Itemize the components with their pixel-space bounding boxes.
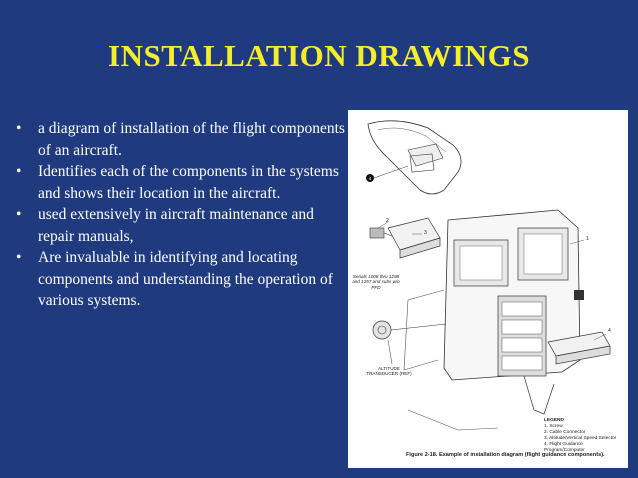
legend-item: 4. Flight Guidance Program/Computer <box>544 442 585 453</box>
installation-diagram-figure <box>348 110 628 468</box>
bullet-text: a diagram of installation of the flight components of an aircraft. <box>38 120 345 159</box>
slide-title: INSTALLATION DRAWINGS <box>108 38 530 73</box>
legend-title: LEGEND <box>544 418 564 423</box>
radio-unit-1 <box>502 302 542 316</box>
callout-number: 1 <box>586 236 589 242</box>
legend <box>544 418 624 454</box>
callout-number: 4 <box>368 176 372 181</box>
legend-item: 2. Cable Connector <box>544 430 586 435</box>
transducer-label: ALTITUDE TRANSDUCER (REF) <box>366 366 412 377</box>
pedestal <box>524 376 554 414</box>
transducer-leader <box>388 340 392 364</box>
legend-item: 1. Screw <box>544 424 563 429</box>
callout-number: 4 <box>608 328 611 334</box>
serials-note: Serials 1008 thru 1298 and 1357 and subs w/o PFD <box>352 274 400 290</box>
bullet-list <box>16 118 346 312</box>
installation-diagram <box>348 110 628 468</box>
bullet-text: Are invaluable in identifying and locating components and understanding the operation of various systems. <box>38 249 333 309</box>
radio-unit-2 <box>502 320 542 334</box>
display-screen-left-inner <box>460 246 502 280</box>
bullet-glyph: • <box>16 206 22 223</box>
bullet-text: used extensively in aircraft maintenance and repair manuals, <box>38 206 314 245</box>
bullet-item <box>16 161 346 204</box>
altitude-transducer-shape <box>373 321 391 339</box>
bullet-text: Identifies each of the components in the systems and shows their location in the aircraft. <box>38 163 339 202</box>
legend-item: 3. Altitude/Vertical Speed Selector <box>544 436 617 441</box>
transducer-label-box <box>366 366 412 390</box>
bullet-item <box>16 118 346 161</box>
display-screen-right-inner <box>524 234 562 274</box>
transducer-line <box>391 324 446 330</box>
bullet-glyph: • <box>16 249 22 266</box>
small-connector-icon <box>574 290 584 300</box>
cable-connector-shape <box>370 228 384 238</box>
callout-number: 2 <box>386 218 389 224</box>
bullet-glyph: • <box>16 163 22 180</box>
serials-note-box <box>350 274 402 304</box>
frame-rib <box>404 290 444 370</box>
radio-unit-4 <box>502 356 542 370</box>
figure-caption: Figure 2-18. Example of installation diagram (flight guidance components). <box>406 452 605 458</box>
bullet-glyph: • <box>16 120 22 137</box>
leader-line <box>374 166 408 178</box>
radio-unit-3 <box>502 338 542 352</box>
callout-number: 3 <box>424 230 427 236</box>
bullet-item <box>16 247 346 312</box>
windshield-shape <box>408 144 443 166</box>
bullet-item <box>16 204 346 247</box>
floor-line <box>408 410 498 430</box>
